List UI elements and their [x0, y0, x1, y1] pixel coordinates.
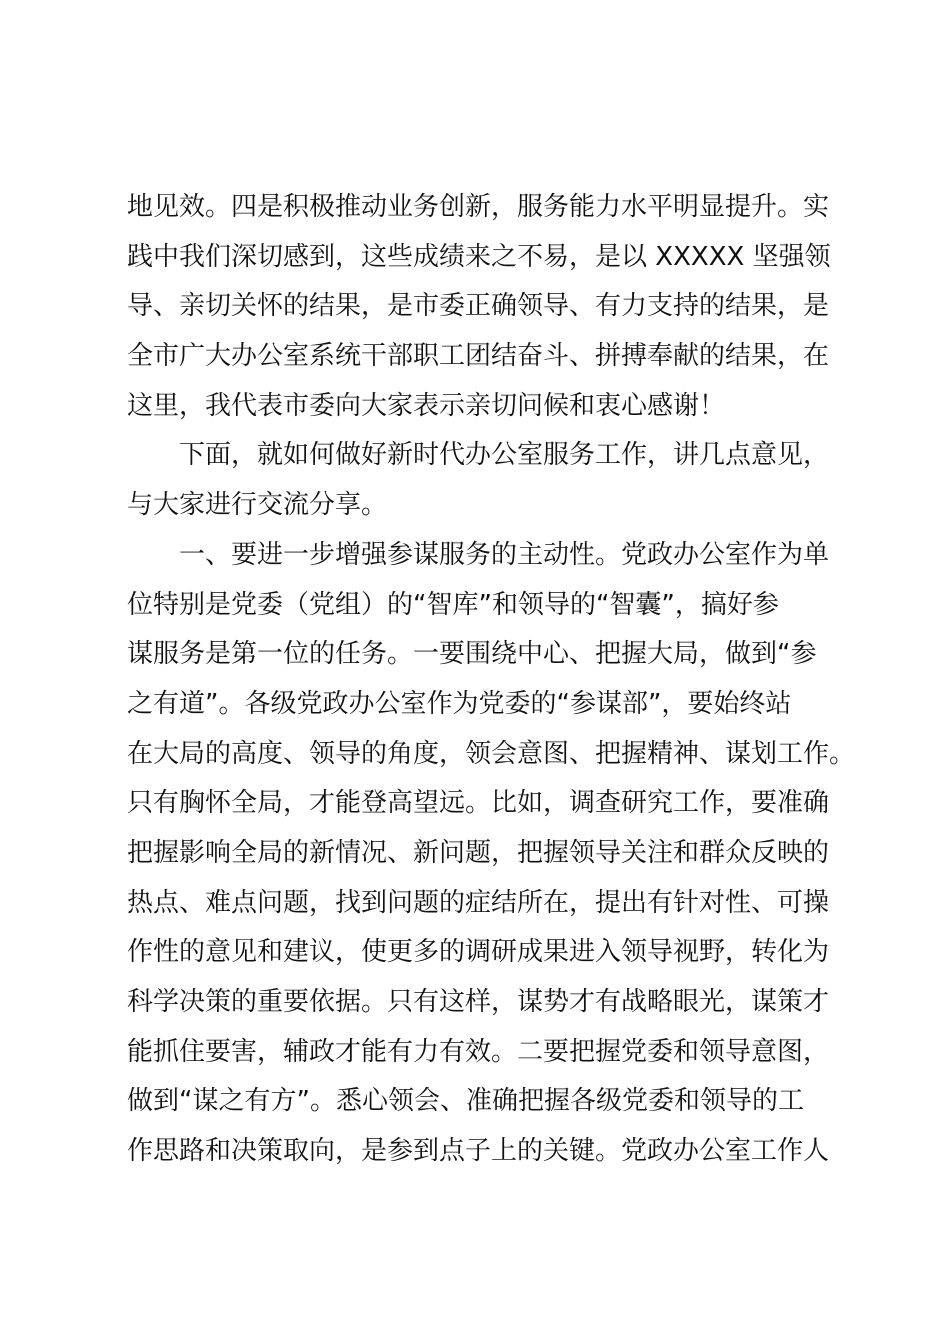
text-line: 之有道”。各级党政办公室作为党委的“参谋部”，要始终站	[127, 688, 792, 719]
text-line: 热点、难点问题，找到问题的症结所在，提出有针对性、可操	[127, 887, 830, 918]
text-line: 能抓住要害，辅政才能有力有效。二要把握党委和领导意图，	[127, 1036, 830, 1067]
text-line: 全市广大办公室系统干部职工团结奋斗、拼搏奉献的结果，在	[127, 341, 830, 372]
text-line: 位特别是党委（党组）的“智库”和领导的“智囊”，搞好参	[127, 589, 779, 620]
text-line: 与大家进行交流分享。	[127, 490, 388, 521]
body-text	[127, 183, 856, 1177]
text-line: 谋服务是第一位的任务。一要围绕中心、把握大局，做到“参	[127, 639, 817, 670]
text-line: 践中我们深切感到，这些成绩来之不易，是以 XXXXX 坚强领	[127, 241, 831, 272]
paragraph-3	[127, 531, 856, 1177]
text-line: 地见效。四是积极推动业务创新，服务能力水平明显提升。实	[127, 192, 830, 222]
text-line: 把握影响全局的新情况、新问题，把握领导关注和群众反映的	[127, 837, 830, 868]
text-line: 一、要进一步增强参谋服务的主动性。党政办公室作为单	[127, 539, 830, 570]
paragraph-1	[127, 183, 847, 431]
text-line: 作思路和决策取向，是参到点子上的关键。党政办公室工作人	[127, 1136, 830, 1167]
text-line: 只有胸怀全局，才能登高望远。比如，调查研究工作，要准确	[127, 788, 830, 819]
paragraph-2	[127, 431, 847, 530]
text-line: 科学决策的重要依据。只有这样，谋势才有战略眼光，谋策才	[127, 987, 830, 1017]
text-line: 这里，我代表市委向大家表示亲切问候和衷心感谢！	[127, 390, 726, 421]
text-line: 下面，就如何做好新时代办公室服务工作，讲几点意见，	[127, 440, 830, 471]
text-line: 做到“谋之有方”。悉心领会、准确把握各级党委和领导的工	[127, 1086, 804, 1117]
text-line: 在大局的高度、领导的角度，领会意图、把握精神、谋划工作。	[127, 738, 856, 769]
text-line: 作性的意见和建议，使更多的调研成果进入领导视野，转化为	[127, 937, 830, 968]
text-line: 导、亲切关怀的结果，是市委正确领导、有力支持的结果，是	[127, 291, 830, 322]
